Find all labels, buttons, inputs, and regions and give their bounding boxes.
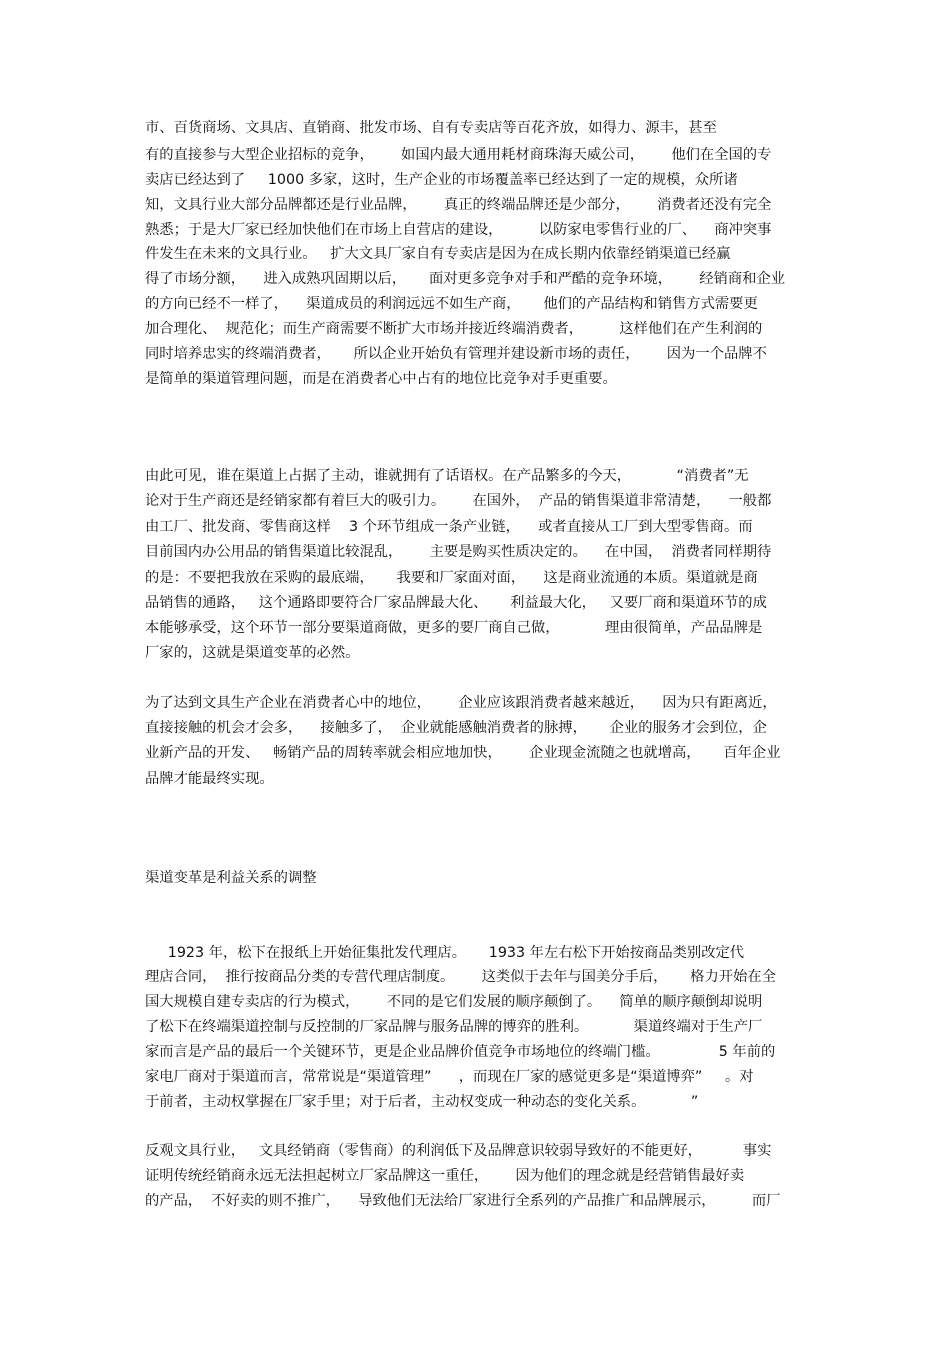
text-line: 的方向已经不一样了， 渠道成员的利润远远不如生产商， 他们的产品结构和销售方式需要更 [145,296,758,312]
text-line: 有的直接参与大型企业招标的竞争， 如国内最大通用耗材商珠海天威公司， 他们在全国的专 [145,147,772,163]
text-line: 证明传统经销商永远无法担起树立厂家品牌这一重任， 因为他们的理念就是经营销售最好卖 [145,1168,745,1184]
text-line: 反观文具行业， 文具经销商（零售商）的利润低下及品牌意识较弱导致好的不能更好， 事实 [145,1143,772,1159]
text-line: 国大规模自建专卖店的行为模式， 不同的是它们发展的顺序颠倒了。 简单的顺序颠倒却说明 [145,994,763,1010]
text-line: 同时培养忠实的终端消费者， 所以企业开始负有管理并建设新市场的责任， 因为一个品牌不 [145,346,767,362]
text-line: 了松下在终端渠道控制与反控制的厂家品牌与服务品牌的博弈的胜利。 渠道终端对于生产厂 [145,1019,763,1035]
text-line: 由工厂、批发商、零售商这样 3 个环节组成一条产业链， 或者直接从工厂到大型零售商。而 [145,519,753,535]
text-line: 的是：不要把我放在采购的最底端， 我要和厂家面对面， 这是商业流通的本质。渠道就是商 [145,570,758,586]
text-line: 理店合同， 推行按商品分类的专营代理店制度。 这类似于去年与国美分手后， 格力开始在全 [145,969,776,985]
text-line: 于前者，主动权掌握在厂家手里；对于后者，主动权变成一种动态的变化关系。 ” [145,1094,699,1110]
text-line: 本能够承受，这个环节一部分要渠道商做，更多的要厂商自己做， 理由很简单，产品品牌是 [145,620,763,636]
text-line: 业新产品的开发、 畅销产品的周转率就会相应地加快， 企业现金流随之也就增高， 百年企业 [145,745,781,761]
text-line: 家而言是产品的最后一个关键环节，更是企业品牌价值竞争市场地位的终端门槛。 5 年前的 [145,1044,776,1060]
text-line: 卖店已经达到了 1000 多家，这时，生产企业的市场覆盖率已经达到了一定的规模，众所诸 [145,172,738,188]
text-line: 知，文具行业大部分品牌都还是行业品牌， 真正的终端品牌还是少部分， 消费者还没有完全 [145,197,772,213]
text-line: 直接接触的机会才会多， 接触多了， 企业就能感触消费者的脉搏， 企业的服务才会到位，企 [145,720,767,736]
text-line: 加合理化、 规范化；而生产商需要不断扩大市场并接近终端消费者， 这样他们在产生利润的 [145,321,763,337]
text-line: 得了市场分额， 进入成熟巩固期以后， 面对更多竞争对手和严酷的竞争环境， 经销商和企业 [145,271,786,287]
text-line: 家电厂商对于渠道而言，常常说是“渠道管理” ，而现在厂家的感觉更多是“渠道博弈” 。对 [145,1069,754,1085]
text-line: 熟悉；于是大厂家已经加快他们在市场上自营店的建设， 以防家电零售行业的厂、 商冲突事 [145,222,772,238]
text-line: 1923 年，松下在报纸上开始征集批发代理店。 1933 年左右松下开始按商品类别改定代 [145,945,745,961]
text-line: 的产品， 不好卖的则不推广， 导致他们无法给厂家进行全系列的产品推广和品牌展示， 而厂 [145,1193,781,1209]
text-line: 由此可见，谁在渠道上占据了主动，谁就拥有了话语权。在产品繁多的今天， “消费者”无 [145,468,749,484]
text-line: 件发生在未来的文具行业。 扩大文具厂家自有专卖店是因为在成长期内依靠经销渠道已经赢 [145,246,731,262]
text-line: 论对于生产商还是经销家都有着巨大的吸引力。 在国外， 产品的销售渠道非常清楚， 一般都 [145,493,772,509]
text-line: 目前国内办公用品的销售渠道比较混乱， 主要是购买性质决定的。 在中国， 消费者同样期待 [145,544,772,560]
text-line: 品销售的通路， 这个通路即要符合厂家品牌最大化、 利益最大化， 又要厂商和渠道环节的成 [145,595,767,611]
text-line: 市、百货商场、文具店、直销商、批发市场、自有专卖店等百花齐放，如得力、源丰，甚至 [145,120,717,136]
text-line: 为了达到文具生产企业在消费者心中的地位， 企业应该跟消费者越来越近， 因为只有距离近， [145,695,777,711]
text-line: 厂家的，这就是渠道变革的必然。 [145,645,360,661]
text-line: 品牌才能最终实现。 [145,771,274,787]
section-heading: 渠道变革是利益关系的调整 [145,870,317,886]
text-line: 是简单的渠道管理问题，而是在消费者心中占有的地位比竞争对手更重要。 [145,371,617,387]
